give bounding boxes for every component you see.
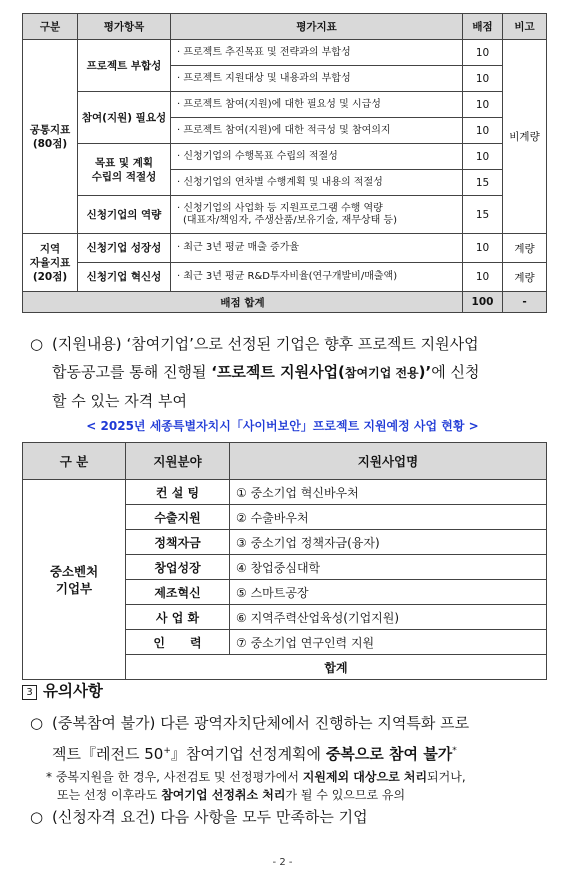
eval-score: 10 (463, 144, 503, 170)
table-row (23, 144, 547, 170)
footnote (46, 768, 551, 804)
regional-category-cell (23, 234, 78, 292)
program-name: ⑥ 지역주력산업육성(기업지원) (230, 605, 547, 630)
eval-indicator-line: · 신청기업의 사업화 등 지원프로그램 수행 역량 (177, 202, 383, 214)
page-number: - 2 - (272, 857, 293, 868)
section-heading (22, 679, 103, 701)
support-bold: ‘프로젝트 지원사업( (211, 363, 345, 381)
eval-item: 신청기업 성장성 (78, 234, 171, 263)
eval-score: 10 (463, 40, 503, 66)
table-caption: < 2025년 세종특별자치시「사이버보안」프로젝트 지원예정 사업 현황 > (86, 419, 479, 433)
total-label: 합계 (126, 655, 547, 680)
duplicate-line (30, 737, 550, 768)
table-row (23, 92, 547, 118)
program-name: ⑦ 중소기업 연구인력 지원 (230, 630, 547, 655)
qualification-title: (신청자격 요건) (52, 808, 156, 826)
eval-item: 프로젝트 부합성 (78, 40, 171, 92)
header-indicator: 평가지표 (171, 14, 463, 40)
eval-remark: 계량 (503, 263, 547, 292)
header-score: 배점 (463, 14, 503, 40)
eval-indicator: · 프로젝트 참여(지원)에 대한 필요성 및 시급성 (171, 92, 463, 118)
table-row (23, 480, 547, 505)
footnote-text: 또는 선정 이후라도 (57, 788, 162, 802)
total-label: 배점 합계 (23, 292, 463, 313)
eval-indicator-line: (대표자/책임자, 주생산품/보유기술, 재무상태 등) (183, 214, 397, 226)
superscript-plus: + (163, 746, 171, 756)
total-remark: - (503, 292, 547, 313)
program-name: ① 중소기업 혁신바우처 (230, 480, 547, 505)
bullet-marker: ○ (30, 808, 44, 826)
group-line: 중소벤처 (49, 563, 99, 579)
program-name: ⑤ 스마트공장 (230, 580, 547, 605)
eval-score: 10 (463, 92, 503, 118)
eval-score: 10 (463, 263, 503, 292)
common-category-label: 공통지표 (29, 123, 71, 136)
common-remark: 비계량 (503, 40, 547, 234)
section-title: 유의사항 (43, 682, 103, 700)
eval-indicator: · 최근 3년 평균 R&D투자비율(연구개발비/매출액) (171, 263, 463, 292)
support-line: 할 수 있는 자격 부여 (52, 392, 187, 410)
eval-score: 10 (463, 66, 503, 92)
table-header-row (23, 14, 547, 40)
footnote-line (46, 768, 551, 786)
eval-indicator: · 프로젝트 참여(지원)에 대한 적극성 및 참여의지 (171, 118, 463, 144)
table-header-row (23, 443, 547, 480)
table-row (23, 234, 547, 263)
footnote-bold: 지원제외 대상으로 처리 (302, 770, 428, 784)
eval-remark: 계량 (503, 234, 547, 263)
duplicate-text: 다른 광역자치단체에서 진행하는 지역특화 프로 (155, 714, 470, 732)
table-row (23, 40, 547, 66)
group-cell (23, 480, 126, 680)
qualification-text: 다음 사항을 모두 만족하는 기업 (155, 808, 368, 826)
support-text: ‘참여기업’으로 선정된 기업은 향후 프로젝트 지원사업 (121, 335, 479, 353)
program-name: ② 수출바우처 (230, 505, 547, 530)
footnote-text: 가 될 수 있으므로 유의 (285, 788, 406, 802)
eval-indicator: · 프로젝트 지원대상 및 내용과의 부합성 (171, 66, 463, 92)
section-number: 3 (22, 685, 37, 700)
duplicate-bold: 중복으로 참여 불가 (325, 745, 453, 763)
eval-indicator: · 프로젝트 추진목표 및 전략과의 부합성 (171, 40, 463, 66)
eval-score: 15 (463, 196, 503, 234)
bullet-marker: ○ (30, 335, 44, 353)
eval-score: 10 (463, 234, 503, 263)
header-item: 평가항목 (78, 14, 171, 40)
support-field: 제조혁신 (126, 580, 230, 605)
total-row (23, 292, 547, 313)
eval-item: 신청기업의 역량 (78, 196, 171, 234)
support-text: 에 신청 (431, 363, 480, 381)
support-field: 창업성장 (126, 555, 230, 580)
bullet-marker: ○ (30, 714, 44, 732)
eval-item: 신청기업 혁신성 (78, 263, 171, 292)
regional-category-line: 자율지표 (29, 256, 71, 269)
support-text: 합동공고를 통해 진행될 (52, 363, 212, 381)
support-field: 인 력 (126, 630, 230, 655)
support-field: 수출지원 (126, 505, 230, 530)
group-line: 기업부 (55, 580, 93, 596)
eval-indicator: · 신청기업의 수행목표 수립의 적절성 (171, 144, 463, 170)
support-small: 참여기업 전용 (344, 366, 419, 380)
eval-indicator: · 최근 3년 평균 매출 증가율 (171, 234, 463, 263)
eval-item-line: 수립의 적절성 (91, 170, 157, 183)
support-field: 사 업 화 (126, 605, 230, 630)
footnote-text: 되거나, (427, 770, 466, 784)
qualification-paragraph (30, 803, 550, 831)
footnote-bold: 참여기업 선정취소 처리 (161, 788, 286, 802)
table-row (23, 196, 547, 234)
superscript-star: * (452, 746, 457, 756)
header-division: 구 분 (23, 443, 126, 480)
regional-category-line: 지역 (39, 242, 61, 255)
support-paragraph (30, 330, 550, 415)
header-category: 구분 (23, 14, 78, 40)
support-field: 정책자금 (126, 530, 230, 555)
duplicate-text: 젝트『레전드 50 (52, 745, 164, 763)
common-category-points: (80점) (32, 137, 68, 150)
program-name: ③ 중소기업 정책자금(융자) (230, 530, 547, 555)
eval-item (78, 144, 171, 196)
header-field: 지원분야 (126, 443, 230, 480)
duplicate-text: 』참여기업 선정계획에 (170, 745, 326, 763)
evaluation-criteria-table (22, 13, 547, 313)
footnote-line (46, 786, 551, 804)
program-name: ④ 창업중심대학 (230, 555, 547, 580)
footnote-text: * 중복지원을 한 경우, 사전검토 및 선정평가에서 (46, 770, 303, 784)
eval-item-line: 목표 및 계획 (94, 156, 154, 169)
support-line (30, 358, 550, 387)
support-field: 컨 설 팅 (126, 480, 230, 505)
duplicate-title: (중복참여 불가) (52, 714, 156, 732)
table-row (23, 263, 547, 292)
duplicate-paragraph (30, 709, 550, 768)
header-program: 지원사업명 (230, 443, 547, 480)
support-title: (지원내용) (52, 335, 122, 353)
eval-item: 참여(지원) 필요성 (78, 92, 171, 144)
regional-category-points: (20점) (32, 270, 68, 283)
common-category-cell (23, 40, 78, 234)
eval-indicator (171, 196, 463, 234)
support-bold: )’ (418, 363, 432, 381)
eval-indicator: · 신청기업의 연차별 수행계획 및 내용의 적절성 (171, 170, 463, 196)
support-program-table (22, 442, 547, 680)
eval-score: 10 (463, 118, 503, 144)
header-remark: 비고 (503, 14, 547, 40)
eval-score: 15 (463, 170, 503, 196)
total-score: 100 (463, 292, 503, 313)
